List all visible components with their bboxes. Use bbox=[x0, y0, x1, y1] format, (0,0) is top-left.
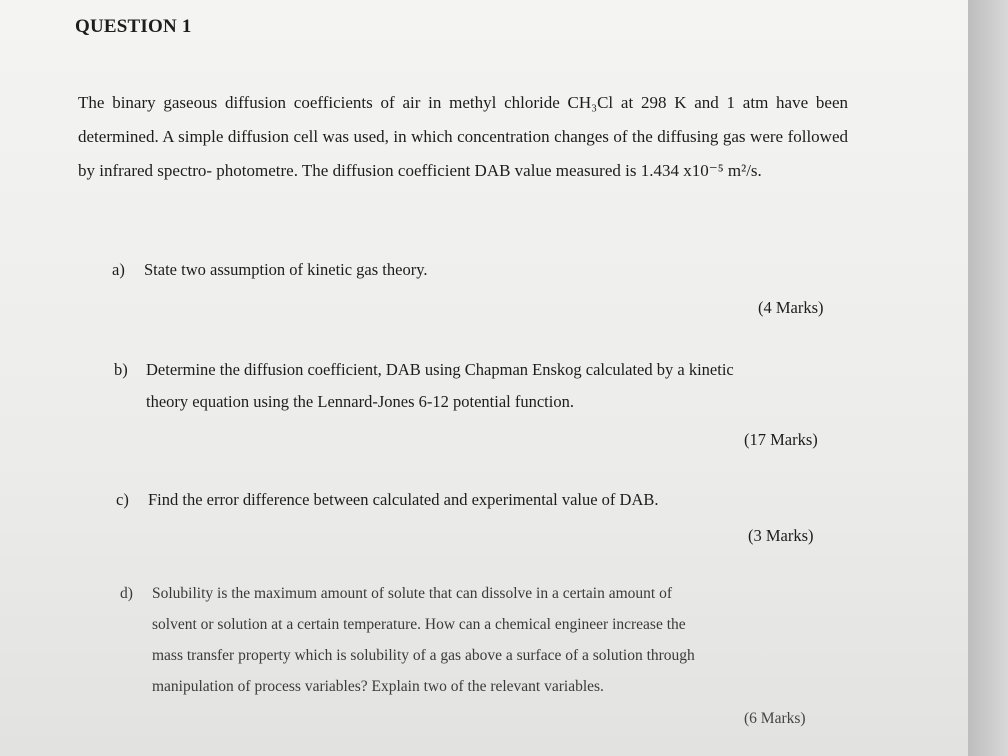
part-d-text-line4: manipulation of process variables? Explain two of the relevant variables. bbox=[152, 678, 604, 695]
part-c-text: Find the error difference between calculated and experimental value of DAB. bbox=[148, 490, 659, 509]
part-d-text-line3: mass transfer property which is solubility of a gas above a surface of a solution through bbox=[152, 647, 695, 664]
part-d-marks: (6 Marks) bbox=[744, 710, 806, 727]
part-b-text-line1: Determine the diffusion coefficient, DAB using Chapman Enskog calculated by a kinetic bbox=[146, 360, 734, 379]
part-b bbox=[114, 354, 844, 418]
part-d-letter: d) bbox=[120, 585, 133, 602]
part-a-text: State two assumption of kinetic gas theory. bbox=[144, 260, 428, 279]
question-intro: The binary gaseous diffusion coefficients of air in methyl chloride CH₃Cl at 298 K and 1 atm have been determined. A simple diffusion cell was used, in which concentration changes of the diffusing gas were followed by infrared spectro- photometre. The diffusion coefficient DAB value measured is 1.434 x10⁻⁵ m²/s. bbox=[78, 93, 848, 180]
part-a-marks: (4 Marks) bbox=[758, 298, 824, 317]
part-c-letter: c) bbox=[116, 490, 129, 509]
part-d bbox=[120, 578, 840, 702]
part-d-text-line1: Solubility is the maximum amount of solute that can dissolve in a certain amount of bbox=[152, 585, 673, 602]
part-c-marks: (3 Marks) bbox=[748, 526, 814, 545]
part-a-letter: a) bbox=[112, 260, 125, 279]
part-c bbox=[116, 484, 659, 516]
part-b-letter: b) bbox=[114, 360, 128, 379]
part-b-text-line2: theory equation using the Lennard-Jones 6-12 potential function. bbox=[146, 392, 574, 411]
part-a bbox=[112, 254, 428, 286]
background-edge bbox=[968, 0, 1008, 756]
question-heading: QUESTION 1 bbox=[75, 16, 192, 37]
part-d-text-line2: solvent or solution at a certain temperature. How can a chemical engineer increase the bbox=[152, 616, 686, 633]
part-b-marks: (17 Marks) bbox=[744, 430, 818, 449]
